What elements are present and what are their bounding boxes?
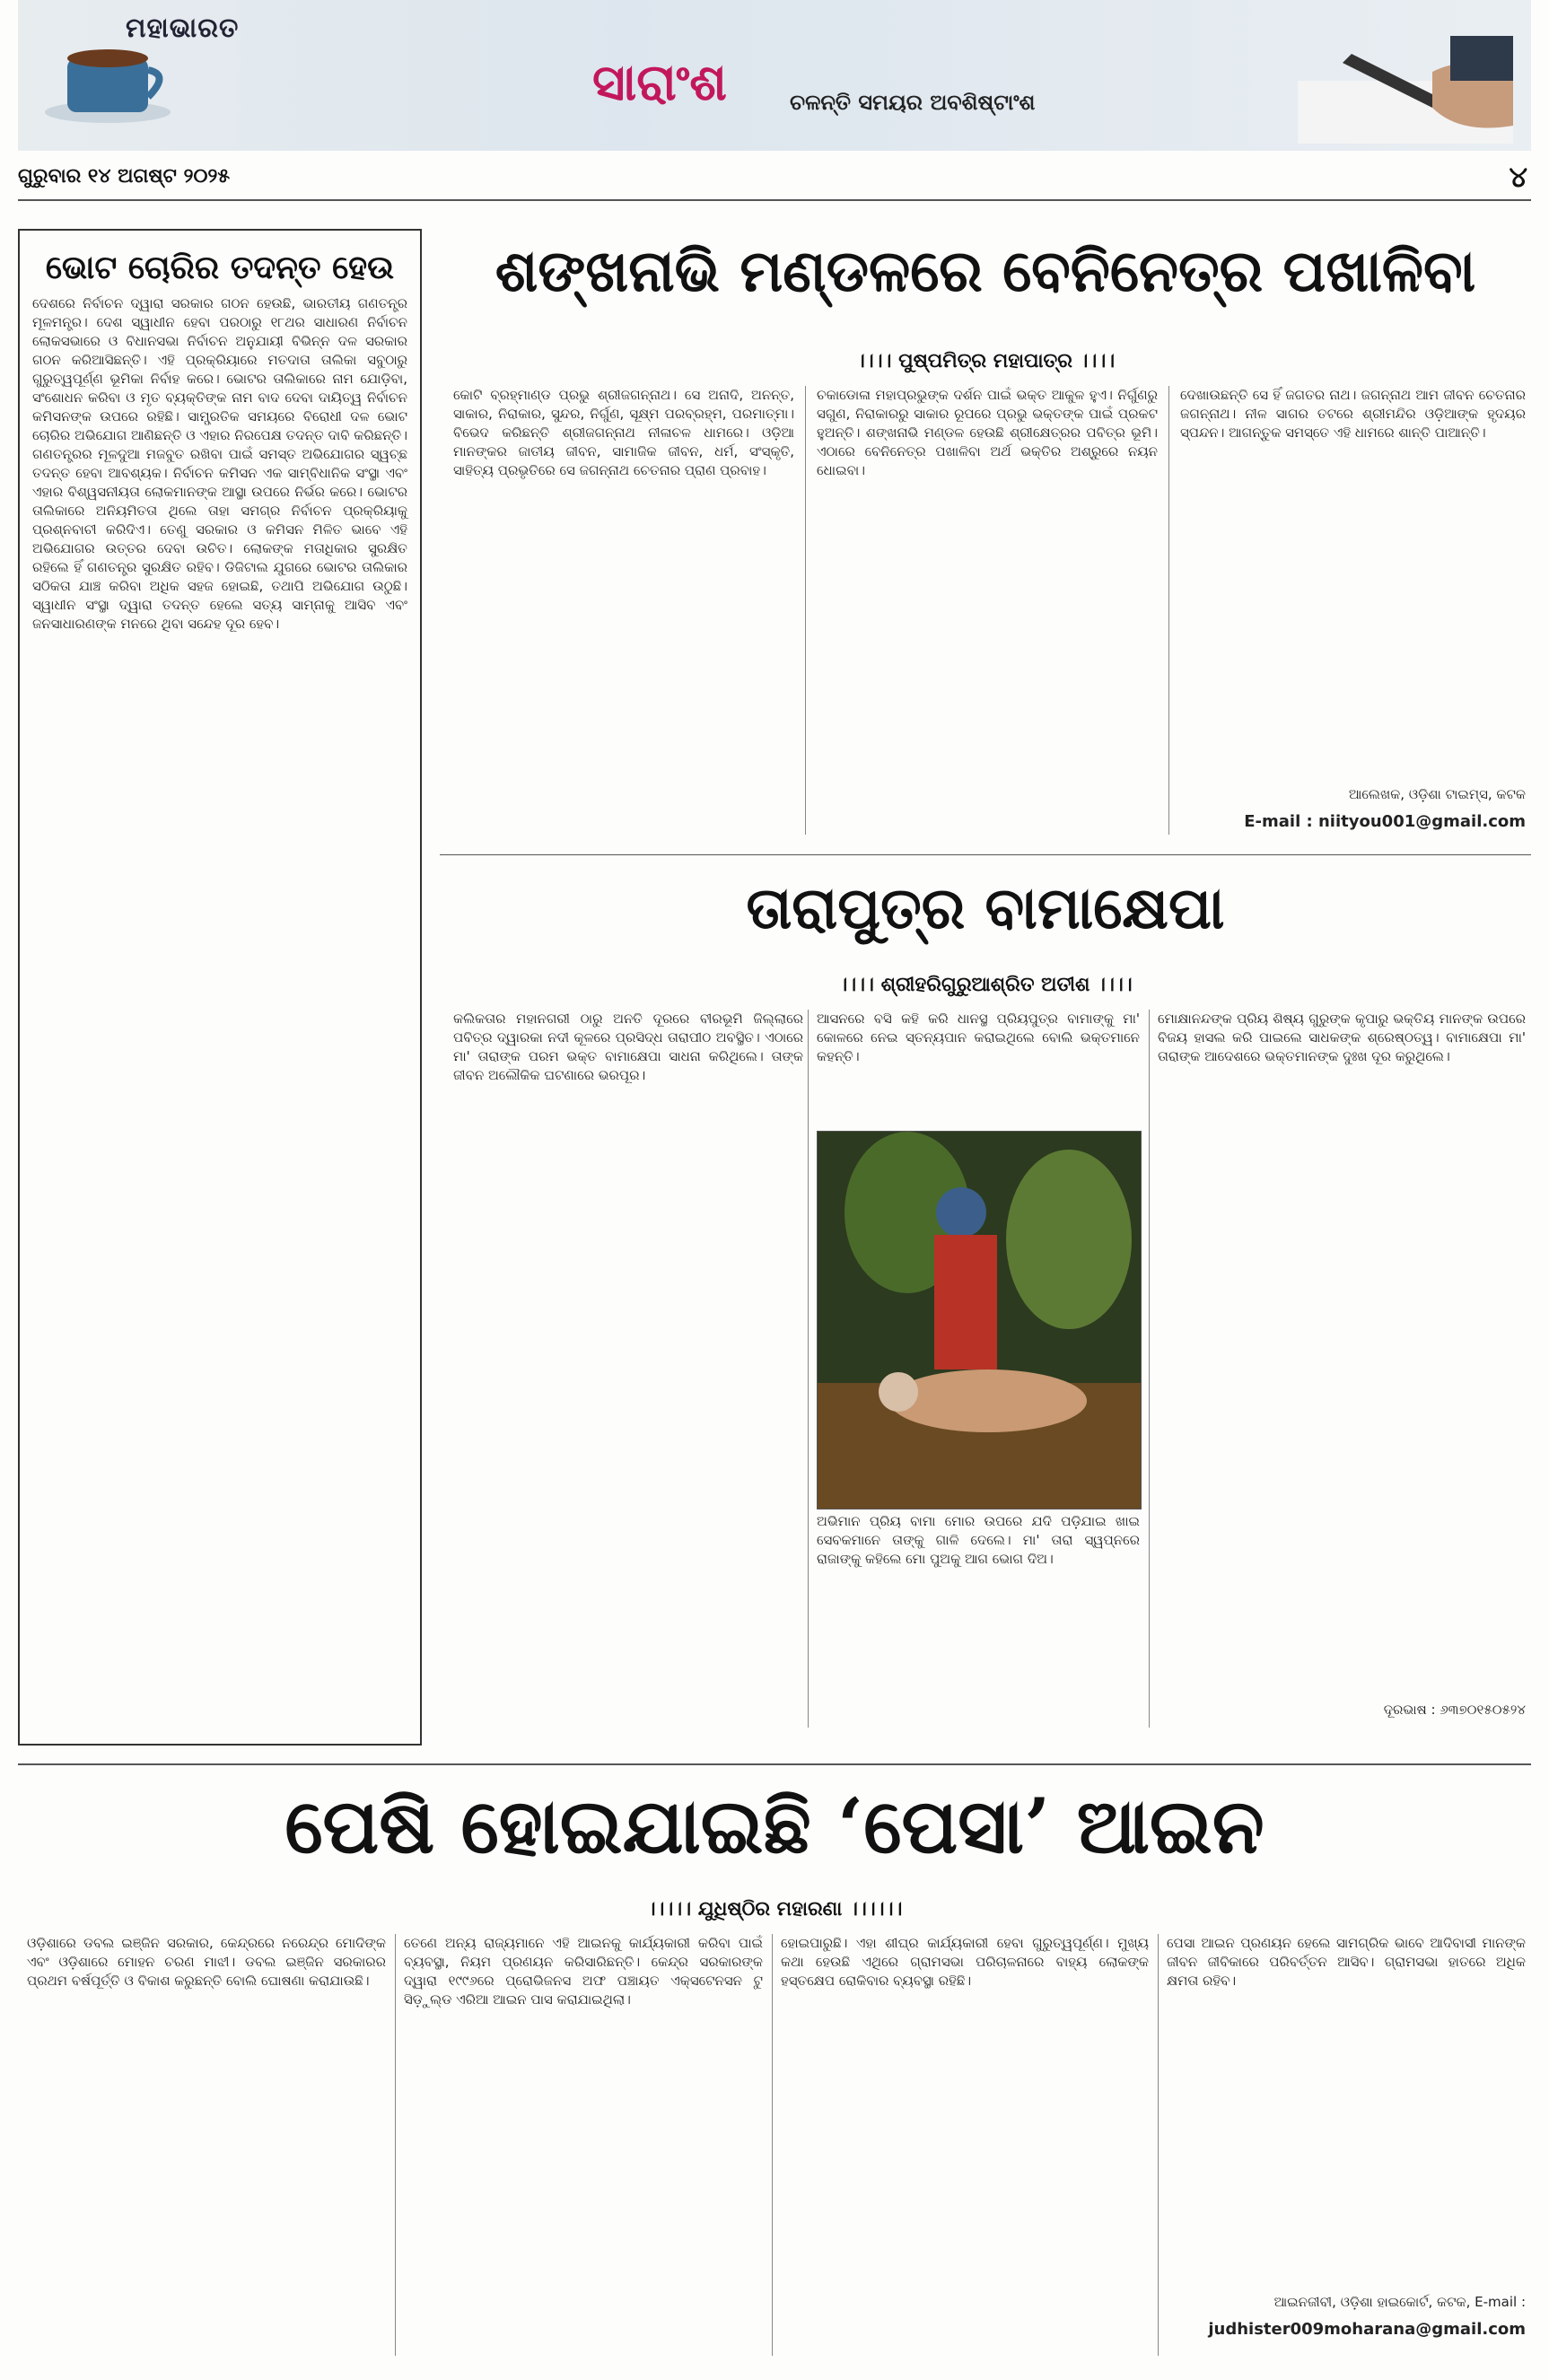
column-divider	[772, 1934, 773, 2356]
section-subtitle: ଚଳନ୍ତି ସମୟର ଅବଶିଷ୍ଟାଂଶ	[790, 90, 1036, 115]
story2-column-2-continued: ଅଭିମାନ ପ୍ରିୟ ବାମା ମୋର ଉପରେ ଯଦି ପଡ଼ିଯାଇ ଖାଇ ସେବକମାନେ ତାଙ୍କୁ ଗାଳି ଦେଲେ। ମା' ତାରା ସ୍ୱପ୍ନରେ ରାଜାଙ୍କୁ କହିଲେ ମୋ ପୁଅକୁ ଆଗ ଭୋଗ ଦିଅ।	[817, 1513, 1140, 1567]
page-number: ୪	[1509, 160, 1527, 194]
column-divider	[1168, 386, 1169, 835]
story3-email: judhister009moharana@gmail.com	[1208, 2320, 1526, 2339]
story2-column-1: କଲିକତାର ମହାନଗରୀ ଠାରୁ ଅନତି ଦୂରରେ ବୀରଭୂମି ଜିଲ୍ଲାରେ ପବିତ୍ର ଦ୍ୱାରକା ନଦୀ କୂଳରେ ପ୍ରସିଦ୍ଧ ତାରାପୀଠ ଅବସ୍ଥିତ। ଏଠାରେ ମା' ତାରାଙ୍କ ପରମ ଭକ୍ତ ବାମାକ୍ଷେପା ସାଧନା କରିଥିଲେ। ତାଙ୍କ ଜୀବନ ଅଲୌକିକ ଘଟଣାରେ ଭରପୂର।	[453, 1011, 803, 1083]
story1-column-3: ଦେଖାଉଛନ୍ତି ସେ ହିଁ ଜଗତର ନାଥ। ଜଗନ୍ନାଥ ଆମ ଜୀବନ ଚେତନାର ଜଗନ୍ନାଥ। ନୀଳ ସାଗର ତଟରେ ଶ୍ରୀମନ୍ଦିର ଓଡ଼ିଆଙ୍କ ହୃଦୟର ସ୍ପନ୍ଦନ। ଆଗନ୍ତୁକ ସମସ୍ତେ ଏହି ଧାମରେ ଶାନ୍ତି ପାଆନ୍ତି।	[1180, 387, 1526, 441]
story3-column-4: ପେସା ଆଇନ ପ୍ରଣୟନ ହେଲେ ସାମଗ୍ରିକ ଭାବେ ଆଦିବାସୀ ମାନଙ୍କ ଜୀବନ ଜୀବିକାରେ ପରିବର୍ତ୍ତନ ଆସିବ। ଗ୍ରାମସଭା ହାତରେ ଅଧିକ କ୍ଷମତା ରହିବ।	[1167, 1935, 1526, 1989]
brand-logo: ମହାଭାରତ	[126, 13, 240, 44]
story3-contact: ଆଇନଜୀବୀ, ଓଡ଼ିଶା ହାଇକୋର୍ଟ, କଟକ, E-mail :	[1273, 2294, 1526, 2310]
story2-contact: ଦୂରଭାଷ : ୬୩୭୦୧୫୦୫୨୪	[1383, 1702, 1526, 1718]
story3-byline: ।।।।। ଯୁଧିଷ୍ଠିର ମହାରଣା ।।।।।।	[646, 1898, 903, 1921]
column-divider	[1158, 1934, 1159, 2356]
story2-column-3: ମୋକ୍ଷାନନ୍ଦଙ୍କ ପ୍ରିୟ ଶିଷ୍ୟ ଗୁରୁଙ୍କ କୃପାରୁ ଭକ୍ତିୟ ମାନଙ୍କ ଉପରେ ବିଜୟ ହାସଲ କରି ପାଇଲେ ସାଧକଙ୍କ ଶ୍ରେଷ୍ଠତ୍ୱ। ବାମାକ୍ଷେପା ମା' ତାରାଙ୍କ ଆଦେଶରେ ଭକ୍ତମାନଙ୍କ ଦୁଃଖ ଦୂର କରୁଥିଲେ।	[1158, 1011, 1526, 1064]
sidebar-headline: ଭୋଟ ଚୋରିର ତଦନ୍ତ ହେଉ	[45, 249, 395, 286]
masthead-banner	[18, 0, 1531, 151]
story1-contact: ଆଲେଖକ, ଓଡ଼ିଶା ଟାଇମ୍ସ, କଟକ	[1348, 786, 1526, 802]
story3-column-2: ତେଣେ ଅନ୍ୟ ରାଜ୍ୟମାନେ ଏହି ଆଇନକୁ କାର୍ଯ୍ୟକାରୀ କରିବା ପାଇଁ ବ୍ୟବସ୍ଥା, ନିୟମ ପ୍ରଣୟନ କରିସାରିଛନ୍ତି। କେନ୍ଦ୍ର ସରକାରଙ୍କ ଦ୍ୱାରା ୧୯୯୬ରେ ପ୍ରୋଭିଜନସ ଅଫ ପଞ୍ଚାୟତ ଏକ୍ସଟେନସନ ଟୁ ସିଡ଼ୁଲ୍ଡ ଏରିଆ ଆଇନ ପାସ କରାଯାଇଥିଲା।	[404, 1935, 763, 2008]
story1-column-1: କୋଟି ବ୍ରହ୍ମାଣ୍ଡ ପ୍ରଭୁ ଶ୍ରୀଜଗନ୍ନାଥ। ସେ ଅନାଦି, ଅନନ୍ତ, ସାକାର, ନିରାକାର, ସୁନ୍ଦର, ନିର୍ଗୁଣ, ସୂକ୍ଷ୍ମ ପରବ୍ରହ୍ମ, ପରମାତ୍ମା। ବିଭେଦ କରିଛନ୍ତି ଶ୍ରୀଜଗନ୍ନାଥ ନୀଳାଚଳ ଧାମରେ। ଓଡ଼ିଆ ମାନଙ୍କର ଜାତୀୟ ଜୀବନ, ସାମାଜିକ ଜୀବନ, ଧର୍ମ, ସଂସ୍କୃତି, ସାହିତ୍ୟ ପ୍ରଭୃତିରେ ସେ ଜଗନ୍ନାଥ ଚେତନାର ପ୍ରାଣ ପ୍ରବାହ।	[453, 387, 794, 478]
column-divider	[1149, 1010, 1150, 1728]
sidebar-body: ଦେଶରେ ନିର୍ବାଚନ ଦ୍ୱାରା ସରକାର ଗଠନ ହେଉଛି, ଭାରତୀୟ ଗଣତନ୍ତ୍ର ମୂଳମନ୍ତ୍ର। ଦେଶ ସ୍ୱାଧୀନ ହେବା ପରଠାରୁ ୧୮ଥର ସାଧାରଣ ନିର୍ବାଚନ ଲୋକସଭାରେ ଓ ବିଧାନସଭା ନିର୍ବାଚନ ଅନୁଯାୟୀ ବିଭିନ୍ନ ଦଳ ସରକାର ଗଠନ କରିଆସିଛନ୍ତି। ଏହି ପ୍ରକ୍ରିୟାରେ ମତଦାତା ତାଲିକା ସବୁଠାରୁ ଗୁରୁତ୍ୱପୂର୍ଣ୍ଣ ଭୂମିକା ନିର୍ବାହ କରେ। ଭୋଟର ତାଲିକାରେ ନାମ ଯୋଡ଼ିବା, ସଂଶୋଧନ କରିବା ଓ ମୃତ ବ୍ୟକ୍ତିଙ୍କ ନାମ ବାଦ ଦେବା ଦାୟିତ୍ୱ ନିର୍ବାଚନ କମିସନଙ୍କ ଉପରେ ରହିଛି। ସାମ୍ପ୍ରତିକ ସମୟରେ ବିରୋଧୀ ଦଳ ଭୋଟ ଚୋରିର ଅଭିଯୋଗ ଆଣିଛନ୍ତି ଓ ଏହାର ନିରପେକ୍ଷ ତଦନ୍ତ ଦାବି କରିଛନ୍ତି। ଗଣତନ୍ତ୍ରର ମୂଳଦୁଆ ମଜବୁତ ରଖିବା ପାଇଁ ସମସ୍ତ ଅଭିଯୋଗର ସ୍ୱଚ୍ଛ ତଦନ୍ତ ହେବା ଆବଶ୍ୟକ। ନିର୍ବାଚନ କମିସନ ଏକ ସାମ୍ବିଧାନିକ ସଂସ୍ଥା ଏବଂ ଏହାର ବିଶ୍ୱସନୀୟତା ଲୋକମାନଙ୍କ ଆସ୍ଥା ଉପରେ ନିର୍ଭର କରେ। ଭୋଟର ତାଲିକାରେ ଅନିୟମିତତା ଥିଲେ ତାହା ସମଗ୍ର ନିର୍ବାଚନ ପ୍ରକ୍ରିୟାକୁ ପ୍ରଶ୍ନବାଚୀ କରିଦିଏ। ତେଣୁ ସରକାର ଓ କମିସନ ମିଳିତ ଭାବେ ଏହି ଅଭିଯୋଗର ଉତ୍ତର ଦେବା ଉଚିତ। ଲୋକଙ୍କ ମତାଧିକାର ସୁରକ୍ଷିତ ରହିଲେ ହିଁ ଗଣତନ୍ତ୍ର ସୁରକ୍ଷିତ ରହିବ। ଡିଜିଟାଲ ଯୁଗରେ ଭୋଟର ତାଲିକାର ସଠିକତା ଯାଞ୍ଚ କରିବା ଅଧିକ ସହଜ ହୋଇଛି, ତଥାପି ଅଭିଯୋଗ ଉଠୁଛି। ସ୍ୱାଧୀନ ସଂସ୍ଥା ଦ୍ୱାରା ତଦନ୍ତ ହେଲେ ସତ୍ୟ ସାମ୍ନାକୁ ଆସିବ ଏବଂ ଜନସାଧାରଣଙ୍କ ମନରେ ଥିବା ସନ୍ଦେହ ଦୂର ହେବ।	[32, 295, 407, 632]
story1-headline: ଶଙ୍ଖନାଭି ମଣ୍ଡଳରେ ବେନିନେତ୍ର ପଖାଳିବା	[494, 238, 1476, 305]
story3-headline: ପେଷି ହୋଇଯାଇଛି ‘ପେସା’ ଆଇନ	[284, 1781, 1265, 1870]
editorial-sidebar	[18, 229, 422, 1746]
story3-column-3: ହୋଇପାରୁଛି। ଏହା ଶୀଘ୍ର କାର୍ଯ୍ୟକାରୀ ହେବା ଗୁରୁତ୍ୱପୂର୍ଣ୍ଣ। ମୁଖ୍ୟ କଥା ହେଉଛି ଏଥିରେ ଗ୍ରାମସଭା ପରିଚାଳନାରେ ବାହ୍ୟ ଲୋକଙ୍କ ହସ୍ତକ୍ଷେପ ରୋକିବାର ବ୍ୟବସ୍ଥା ରହିଛି।	[781, 1935, 1149, 1989]
section-rule	[18, 1763, 1531, 1765]
column-divider	[805, 386, 806, 835]
column-divider	[395, 1934, 396, 2356]
writing-hand-icon	[1298, 18, 1513, 144]
issue-date: ଗୁରୁବାର ୧୪ ଅଗଷ୍ଟ ୨୦୨୫	[18, 165, 231, 188]
story2-headline: ତାରାପୁତ୍ର ବାମାକ୍ଷେପା	[746, 875, 1225, 942]
goddess-tara-painting	[817, 1131, 1142, 1509]
story3-column-1: ଓଡ଼ିଶାରେ ଡବଲ ଇଞ୍ଜିନ ସରକାର, କେନ୍ଦ୍ରରେ ନରେନ୍ଦ୍ର ମୋଦିଙ୍କ ଏବଂ ଓଡ଼ିଶାରେ ମୋହନ ଚରଣ ମାଝୀ। ଡବଲ ଇଞ୍ଜିନ ସରକାରର ପ୍ରଥମ ବର୍ଷପୂର୍ତ୍ତି ଓ ବିକାଶ କରୁଛନ୍ତି ବୋଲି ଘୋଷଣା କରାଯାଉଛି।	[27, 1935, 386, 1989]
story-separator	[440, 854, 1531, 855]
story2-byline: ।।।। ଶ୍ରୀହରିଗୁରୁଆଶ୍ରିତ ଅତୀଶ ।।।।	[838, 974, 1133, 996]
column-divider	[808, 1010, 809, 1728]
story1-column-2: ଚକାଡୋଳା ମହାପ୍ରଭୁଙ୍କ ଦର୍ଶନ ପାଇଁ ଭକ୍ତ ଆକୁଳ ହୁଏ। ନିର୍ଗୁଣରୁ ସଗୁଣ, ନିରାକାରରୁ ସାକାର ରୂପରେ ପ୍ରଭୁ ଭକ୍ତଙ୍କ ପାଇଁ ପ୍ରକଟ ହୁଅନ୍ତି। ଶଙ୍ଖନାଭି ମଣ୍ଡଳ ହେଉଛି ଶ୍ରୀକ୍ଷେତ୍ରର ପବିତ୍ର ଭୂମି। ଏଠାରେ ବେନିନେତ୍ର ପଖାଳିବା ଅର୍ଥ ଭକ୍ତିର ଅଶ୍ରୁରେ ନୟନ ଧୋଇବା।	[817, 387, 1158, 478]
top-rule	[18, 199, 1531, 201]
story2-column-2: ଆସନରେ ବସି କହି କରି ଧାନସ୍ଥ ପ୍ରିୟପୁତ୍ର ବାମାଙ୍କୁ ମା' କୋଳରେ ନେଇ ସ୍ତନ୍ୟପାନ କରାଇଥିଲେ ବୋଲି ଭକ୍ତମାନେ କହନ୍ତି।	[817, 1011, 1140, 1064]
section-title: ସାରାଂଶ	[592, 54, 727, 112]
story1-byline: ।।।। ପୁଷ୍ପମିତ୍ର ମହାପାତ୍ର ।।।।	[855, 350, 1116, 372]
story1-email: E-mail : niityou001@gmail.com	[1244, 812, 1526, 831]
